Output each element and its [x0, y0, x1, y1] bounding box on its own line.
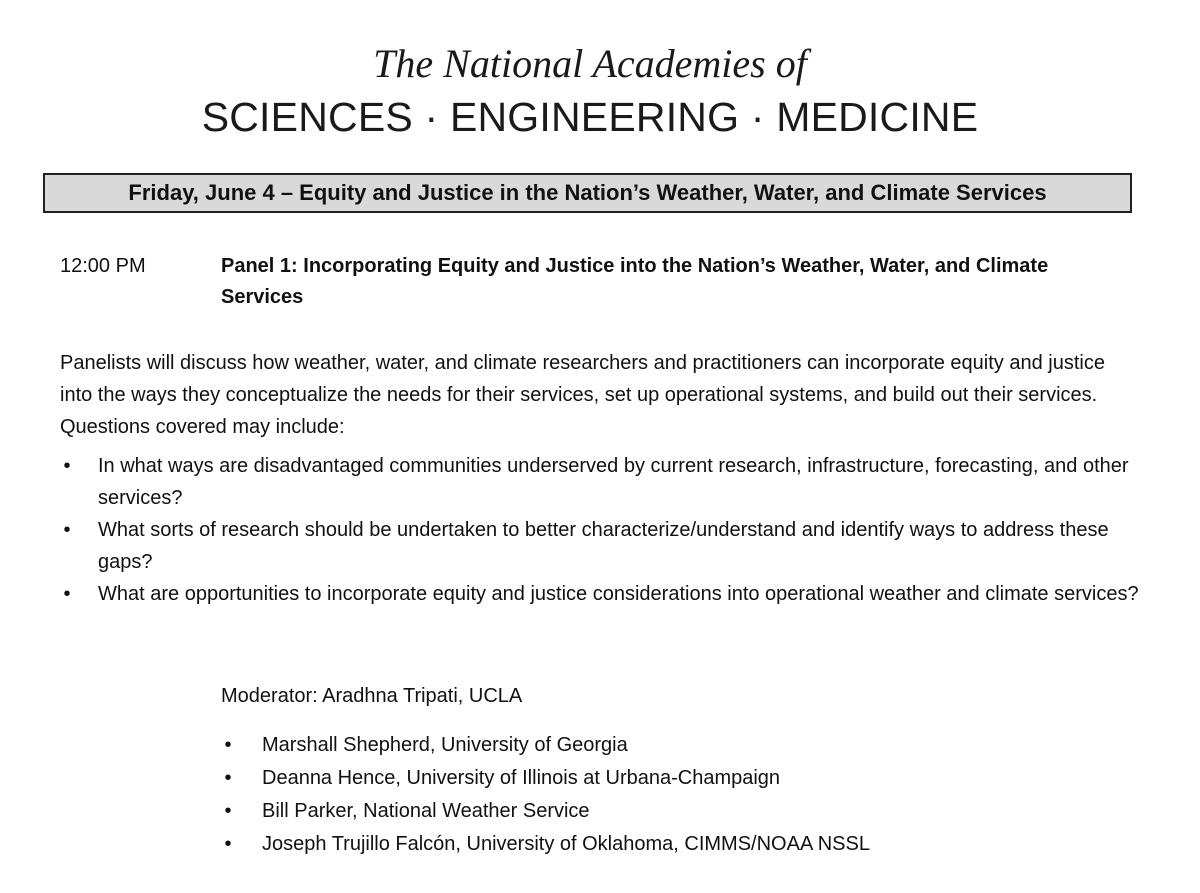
panelist-name: Bill Parker, National Weather Service [262, 800, 590, 822]
question-item [60, 578, 1140, 610]
question-item [60, 514, 1140, 578]
day-banner [43, 173, 1132, 213]
question-item [60, 450, 1140, 514]
bullet-icon: • [224, 767, 232, 789]
question-text: In what ways are disadvantaged communities underserved by current research, infrastructure, forecasting, and other services? [98, 455, 1129, 509]
bullet-icon: • [224, 734, 232, 756]
questions-list [60, 450, 1140, 610]
org-name-line2: SCIENCES · ENGINEERING · MEDICINE [201, 94, 979, 140]
session-title: Panel 1: Incorporating Equity and Justice into the Nation’s Weather, Water, and Climate Services [221, 255, 1049, 308]
panelist-name: Deanna Hence, University of Illinois at Urbana-Champaign [262, 767, 781, 789]
panelist-item [221, 762, 1121, 795]
panelist-item [221, 828, 1121, 861]
question-text: What sorts of research should be undertaken to better characterize/understand and identify ways to address these gaps? [98, 519, 1109, 573]
bullet-icon: • [63, 519, 71, 541]
panelist-name: Marshall Shepherd, University of Georgia [262, 734, 628, 756]
session-description: Panelists will discuss how weather, water, and climate researchers and practitioners can incorporate equity and justice into the ways they conceptualize the needs for their services, set up operational systems, and build out their services. Questions covered may include: [60, 352, 1105, 438]
panelists-list [221, 729, 1121, 861]
session-time: 12:00 PM [60, 255, 146, 277]
panelist-name: Joseph Trujillo Falcón, University of Oklahoma, CIMMS/NOAA NSSL [262, 833, 870, 855]
bullet-icon: • [63, 455, 71, 477]
panelist-item [221, 795, 1121, 828]
moderator: Moderator: Aradhna Tripati, UCLA [221, 685, 523, 707]
org-name-line1: The National Academies of [373, 41, 807, 86]
bullet-icon: • [63, 583, 71, 605]
bullet-icon: • [224, 833, 232, 855]
question-text: What are opportunities to incorporate equity and justice considerations into operational weather and climate services? [98, 583, 1139, 605]
day-banner-text: Friday, June 4 – Equity and Justice in the Nation’s Weather, Water, and Climate Services [128, 180, 1047, 205]
bullet-icon: • [224, 800, 232, 822]
panelist-item [221, 729, 1121, 762]
